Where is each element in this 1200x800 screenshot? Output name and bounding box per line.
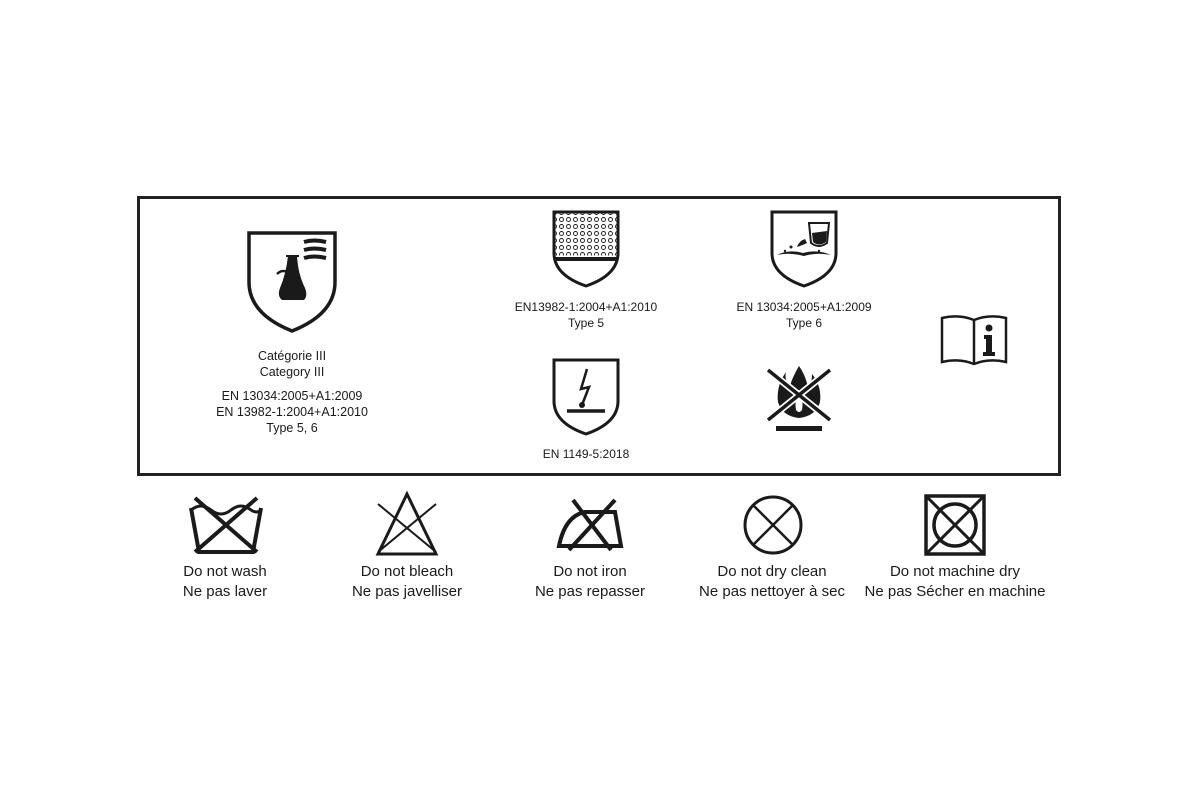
- spray-standard: EN 13034:2005+A1:2009 Type 6: [736, 300, 872, 330]
- care-label-bleach: Do not bleach Ne pas javelliser: [351, 563, 463, 600]
- care-label-wash: Do not wash Ne pas laver: [182, 563, 268, 600]
- do-not-dry-clean-icon: [741, 494, 805, 556]
- particle-protection-icon: [551, 209, 621, 289]
- do-not-iron-icon: [555, 494, 625, 556]
- liquid-spray-icon: [769, 209, 839, 289]
- chemical-standards: EN 13034:2005+A1:2009 EN 13982-1:2004+A1:2010 Type 5, 6: [216, 389, 368, 435]
- no-flame-icon: [764, 362, 834, 434]
- care-label-dry-clean: Do not dry clean Ne pas nettoyer à sec: [699, 563, 845, 600]
- do-not-bleach-icon: [374, 490, 440, 558]
- info-manual-icon: [939, 312, 1009, 366]
- do-not-tumble-dry-icon: [922, 492, 988, 558]
- particle-standard: EN13982-1:2004+A1:2010 Type 5: [514, 300, 658, 330]
- antistatic-icon: [551, 357, 621, 437]
- category-label: Catégorie III Category III: [257, 349, 327, 379]
- care-label-iron: Do not iron Ne pas repasser: [534, 563, 646, 600]
- chemical-protection-icon: [246, 230, 338, 334]
- care-label-machine-dry: Do not machine dry Ne pas Sécher en machine: [864, 563, 1046, 600]
- do-not-wash-icon: [187, 494, 265, 556]
- antistatic-standard: EN 1149-5:2018: [542, 447, 630, 461]
